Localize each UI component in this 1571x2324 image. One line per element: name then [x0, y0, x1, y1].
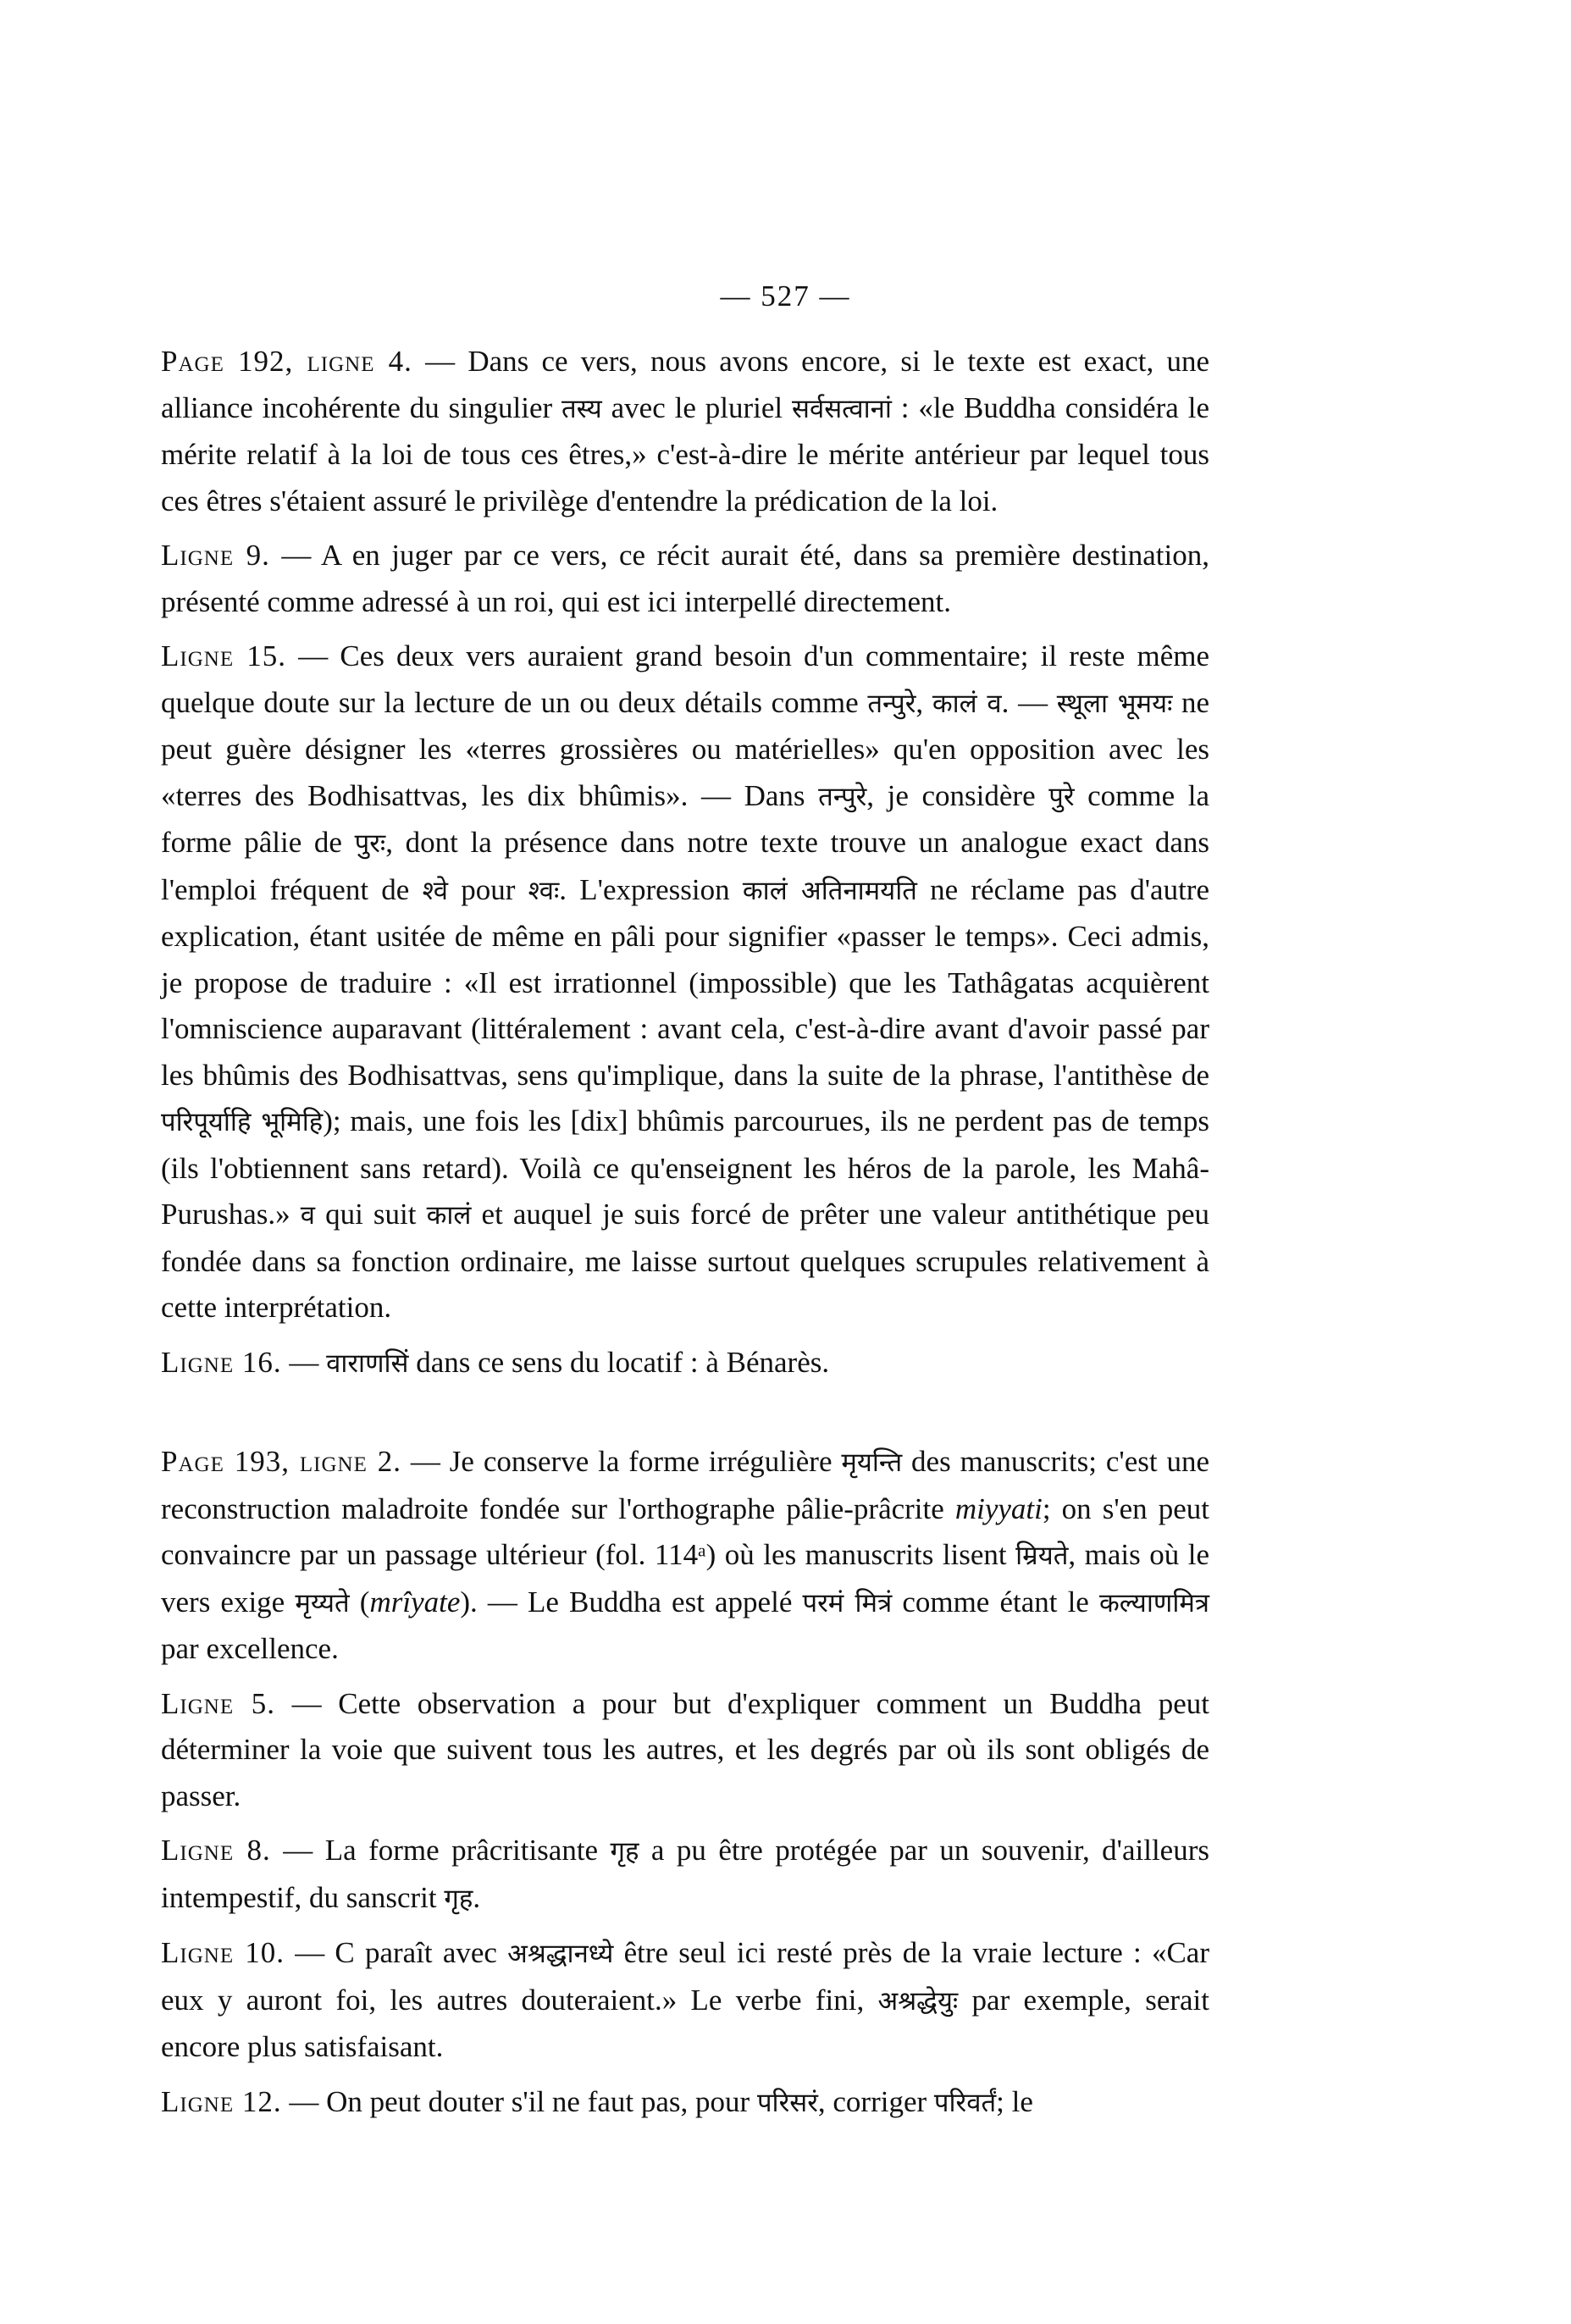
devanagari-term: अश्रद्धेयुः: [877, 1985, 959, 2017]
paragraph-ligne-9: [161, 533, 1209, 625]
devanagari-term: वाराणसिं: [326, 1347, 409, 1379]
text-run: —: [281, 1345, 327, 1379]
text-run: — On peut douter s'il ne faut pas, pour: [281, 2084, 757, 2118]
devanagari-term: गृह: [610, 1836, 639, 1867]
paragraph-ligne-10: [161, 1930, 1209, 2071]
devanagari-term: अश्रद्धानध्ये: [507, 1939, 614, 1969]
text-run: . L'expression: [559, 872, 743, 906]
paragraph-page-193-ligne-2: [161, 1439, 1209, 1673]
paragraph-ligne-5: [161, 1681, 1209, 1820]
text-run: ); mais, une fois les [dix] bhûmis parcourues, ils ne perdent pas de temps (ils l'obtiennent sans retard). Voilà ce qu'enseignent les héros de la parole, les Mahâ-Purushas.»: [161, 1104, 1209, 1231]
text-run: — Ces deux vers auraient grand besoin d'un commentaire; il reste même quelque doute sur la lecture de un ou deux détails comme: [161, 639, 1209, 719]
devanagari-term: कालं अतिनामयति: [742, 875, 917, 906]
reference-label: Ligne 8.: [161, 1834, 271, 1867]
devanagari-term: व: [300, 1200, 315, 1231]
paragraph-ligne-8: [161, 1828, 1209, 1922]
text-run: dans ce sens du locatif : à Bénarès.: [408, 1345, 830, 1379]
devanagari-term: म्रियते: [1015, 1541, 1069, 1571]
devanagari-term: तस्य: [561, 393, 602, 424]
paragraph-ligne-15: [161, 634, 1209, 1331]
page-number: — 527 —: [720, 279, 851, 313]
text-run: par exemple, serait encore plus satisfaisant.: [161, 1983, 1209, 2063]
devanagari-term: मृय्यते: [295, 1587, 350, 1618]
reference-label: Ligne 12.: [161, 2084, 282, 2118]
text-run: ne peut guère désigner les «terres grossières ou matérielles» qu'en opposition avec les «terres des Bodhisattvas, les dix bhûmis». — Dans: [161, 685, 1210, 812]
devanagari-term: गृह: [444, 1883, 473, 1914]
reference-label: Ligne 15.: [161, 639, 287, 672]
devanagari-term: सर्वसत्वानां: [792, 393, 892, 424]
devanagari-term: पुरः: [354, 828, 386, 859]
devanagari-term: मृयन्ति: [841, 1447, 903, 1478]
text-run: — C paraît avec: [285, 1936, 508, 1969]
text-run: — Cette observation a pour but d'expliquer comment un Buddha peut déterminer la voie que suivent tous les autres, et les degrés par où ils sont obligés de passer.: [161, 1686, 1209, 1812]
text-run: , mais où le vers exige: [161, 1538, 1209, 1618]
text-run: ,: [915, 685, 932, 719]
italic-term: mrîyate: [369, 1585, 461, 1618]
text-run: (: [349, 1585, 370, 1618]
text-run: et auquel je suis forcé de prêter une valeur antithétique peu fondée dans sa fonction ordinaire, me laisse surtout quelques scrupules relativement à cette interprétation.: [161, 1198, 1209, 1324]
text-run: avec le pluriel: [601, 390, 792, 424]
text-run: des manuscrits; c'est une reconstruction maladroite fondée sur l'orthographe pâlie-prâcrite: [161, 1445, 1210, 1525]
text-run: — La forme prâcritisante: [270, 1834, 611, 1867]
paragraph-page-192-ligne-4: [161, 339, 1209, 524]
reference-label: Page 192, ligne 4.: [161, 345, 412, 378]
devanagari-term: तन्पुरे: [867, 688, 916, 719]
text-run: — A en juger par ce vers, ce récit aurait été, dans sa première destination, présenté comme adressé à un roi, qui est ici interpellé directement.: [161, 539, 1209, 618]
paragraph-ligne-12: [161, 2079, 1209, 2127]
text-run: ; le: [996, 2084, 1033, 2118]
reference-label: Ligne 16.: [161, 1345, 282, 1379]
devanagari-term: तन्पुरे: [818, 781, 867, 812]
text-run: , dont la présence dans notre texte trouve un analogue exact dans l'emploi fréquent de: [161, 826, 1209, 906]
italic-term: miyyati: [954, 1491, 1043, 1525]
text-run: .: [473, 1880, 481, 1914]
devanagari-term: परिसरं: [756, 2087, 818, 2118]
text-run: . —: [1001, 685, 1057, 719]
devanagari-term: कालं व: [932, 688, 1002, 719]
devanagari-term: कल्याणमित्र: [1098, 1587, 1210, 1618]
devanagari-term: परिपूर्याहि भूमिहि: [161, 1107, 324, 1137]
text-run: pour: [447, 872, 528, 906]
text-run: comme la forme pâlie de: [161, 778, 1210, 859]
reference-label: Ligne 10.: [161, 1936, 285, 1969]
devanagari-term: परिवर्तं: [933, 2087, 997, 2118]
devanagari-term: स्थूला भूमयः: [1056, 688, 1173, 719]
devanagari-term: पुरे: [1048, 781, 1075, 812]
text-run: qui suit: [315, 1198, 427, 1231]
devanagari-term: श्वे: [422, 875, 448, 906]
text-run: ). — Le Buddha est appelé: [460, 1585, 803, 1618]
reference-label: Page 193, ligne 2.: [161, 1445, 402, 1478]
text-run: être seul ici resté près de la vraie lecture : «Car eux y auront foi, les autres douteraient.» Le verbe fini,: [161, 1936, 1209, 2017]
devanagari-term: कालं: [426, 1200, 472, 1231]
devanagari-term: परमं मित्रं: [802, 1587, 893, 1618]
text-run: ne réclame pas d'autre explication, étant usitée de même en pâli pour signifier «passer le temps». Ceci admis, je propose de traduire : «Il est irrationnel (impossible) que les Tathâgatas acquièrent l'omniscience auparavant (littéralement : avant cela, c'est-à-dire avant d'avoir passé par les bhûmis des Bodhisattvas, sens qu'implique, dans la suite de la phrase, l'antithèse de: [161, 872, 1209, 1092]
reference-label: Ligne 5.: [161, 1686, 275, 1720]
text-run: ; on s'en peut convaincre par un passage ultérieur (fol. 114ᵃ) où les manuscrits lisent: [161, 1491, 1209, 1571]
text-run: : «le Buddha considéra le mérite relatif à la loi de tous ces êtres,» c'est-à-dire le mérite antérieur par lequel tous ces êtres s'étaient assuré le privilège d'entendre la prédication de la loi.: [161, 390, 1209, 517]
paragraph-ligne-16: [161, 1340, 1209, 1387]
body-text: [161, 339, 1209, 2134]
text-run: comme étant le: [892, 1585, 1099, 1618]
text-run: — Je conserve la forme irrégulière: [401, 1445, 842, 1478]
text-run: par excellence.: [161, 1632, 339, 1665]
devanagari-term: श्वः: [528, 875, 560, 906]
text-run: , je considère: [866, 778, 1049, 812]
text-run: a pu être protégée par un souvenir, d'ailleurs intempestif, du sanscrit: [161, 1834, 1209, 1914]
text-run: , corriger: [817, 2084, 934, 2118]
text-run: — Dans ce vers, nous avons encore, si le texte est exact, une alliance incohérente du singulier: [161, 345, 1209, 424]
reference-label: Ligne 9.: [161, 539, 270, 572]
